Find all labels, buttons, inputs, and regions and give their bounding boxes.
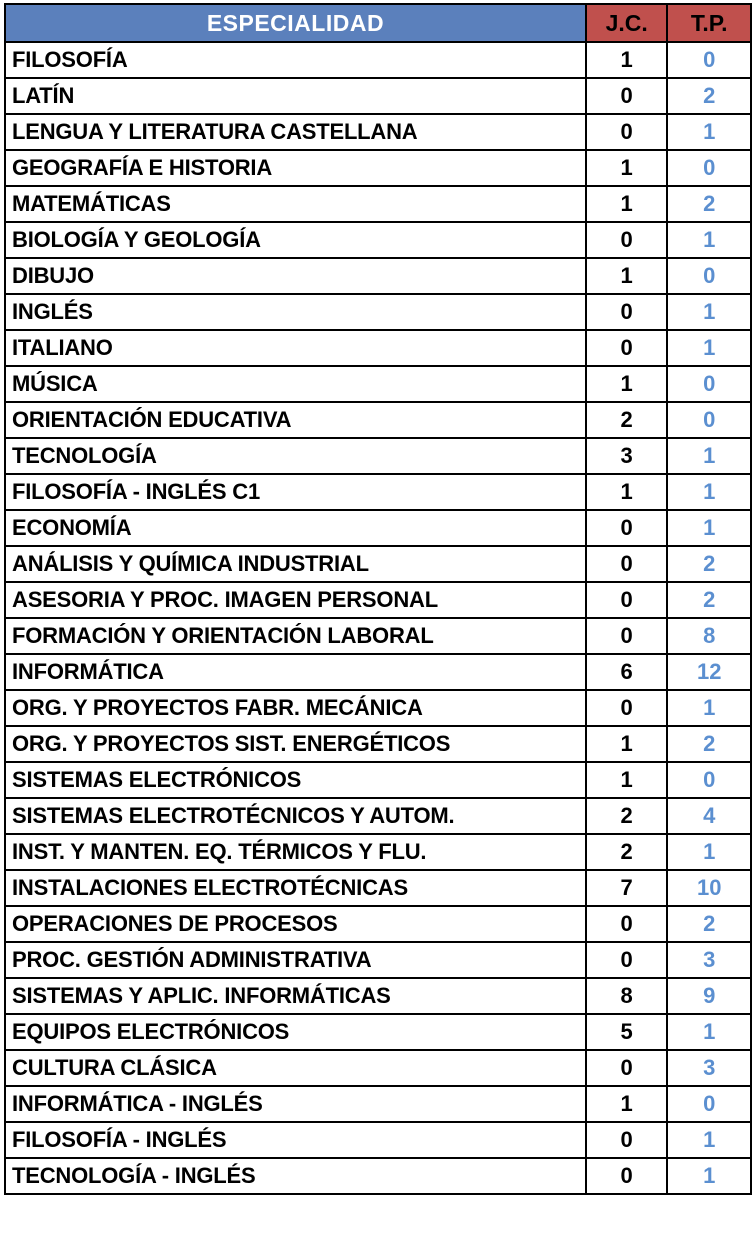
- table-row: [5, 582, 751, 618]
- especialidad-cell: SISTEMAS ELECTRÓNICOS: [5, 762, 586, 798]
- jc-cell: 1: [586, 42, 668, 78]
- table-row: [5, 366, 751, 402]
- table-row: [5, 690, 751, 726]
- table-row: [5, 474, 751, 510]
- tp-cell: 1: [667, 834, 751, 870]
- tp-cell: 1: [667, 474, 751, 510]
- jc-cell: 0: [586, 294, 668, 330]
- jc-cell: 0: [586, 1158, 668, 1194]
- tp-cell: 10: [667, 870, 751, 906]
- tp-cell: 4: [667, 798, 751, 834]
- jc-cell: 8: [586, 978, 668, 1014]
- especialidad-cell: SISTEMAS ELECTROTÉCNICOS Y AUTOM.: [5, 798, 586, 834]
- especialidad-cell: LATÍN: [5, 78, 586, 114]
- table-row: [5, 150, 751, 186]
- especialidad-cell: CULTURA CLÁSICA: [5, 1050, 586, 1086]
- table-row: [5, 114, 751, 150]
- especialidad-cell: LENGUA Y LITERATURA CASTELLANA: [5, 114, 586, 150]
- table-row: [5, 1050, 751, 1086]
- tp-cell: 3: [667, 1050, 751, 1086]
- especialidad-cell: INSTALACIONES ELECTROTÉCNICAS: [5, 870, 586, 906]
- table-row: [5, 978, 751, 1014]
- table-row: [5, 1158, 751, 1194]
- tp-cell: 1: [667, 1158, 751, 1194]
- table-row: [5, 798, 751, 834]
- especialidad-cell: SISTEMAS Y APLIC. INFORMÁTICAS: [5, 978, 586, 1014]
- jc-cell: 0: [586, 222, 668, 258]
- jc-cell: 3: [586, 438, 668, 474]
- table-row: [5, 618, 751, 654]
- tp-cell: 1: [667, 330, 751, 366]
- table-row: [5, 42, 751, 78]
- especialidad-cell: TECNOLOGÍA: [5, 438, 586, 474]
- jc-cell: 7: [586, 870, 668, 906]
- table-row: [5, 1014, 751, 1050]
- especialidad-cell: DIBUJO: [5, 258, 586, 294]
- jc-cell: 1: [586, 474, 668, 510]
- especialidad-cell: MATEMÁTICAS: [5, 186, 586, 222]
- tp-cell: 3: [667, 942, 751, 978]
- jc-cell: 1: [586, 366, 668, 402]
- especialidad-cell: INGLÉS: [5, 294, 586, 330]
- especialidad-cell: PROC. GESTIÓN ADMINISTRATIVA: [5, 942, 586, 978]
- table-row: [5, 294, 751, 330]
- jc-cell: 1: [586, 726, 668, 762]
- jc-cell: 0: [586, 942, 668, 978]
- jc-cell: 0: [586, 330, 668, 366]
- jc-cell: 1: [586, 150, 668, 186]
- table-row: [5, 762, 751, 798]
- jc-cell: 5: [586, 1014, 668, 1050]
- table-row: [5, 78, 751, 114]
- jc-cell: 0: [586, 510, 668, 546]
- table-row: [5, 942, 751, 978]
- especialidad-cell: INST. Y MANTEN. EQ. TÉRMICOS Y FLU.: [5, 834, 586, 870]
- especialidad-cell: FORMACIÓN Y ORIENTACIÓN LABORAL: [5, 618, 586, 654]
- tp-cell: 0: [667, 258, 751, 294]
- jc-cell: 1: [586, 762, 668, 798]
- tp-cell: 0: [667, 402, 751, 438]
- especialidad-cell: ANÁLISIS Y QUÍMICA INDUSTRIAL: [5, 546, 586, 582]
- tp-cell: 1: [667, 114, 751, 150]
- jc-cell: 1: [586, 186, 668, 222]
- table-row: [5, 330, 751, 366]
- especialidad-cell: MÚSICA: [5, 366, 586, 402]
- jc-cell: 0: [586, 78, 668, 114]
- tp-cell: 1: [667, 222, 751, 258]
- tp-cell: 1: [667, 1122, 751, 1158]
- table-row: [5, 654, 751, 690]
- tp-cell: 2: [667, 906, 751, 942]
- tp-cell: 2: [667, 546, 751, 582]
- jc-cell: 2: [586, 798, 668, 834]
- tp-cell: 12: [667, 654, 751, 690]
- jc-cell: 6: [586, 654, 668, 690]
- jc-cell: 1: [586, 258, 668, 294]
- especialidad-cell: BIOLOGÍA Y GEOLOGÍA: [5, 222, 586, 258]
- tp-cell: 2: [667, 726, 751, 762]
- tp-cell: 0: [667, 150, 751, 186]
- especialidad-cell: ITALIANO: [5, 330, 586, 366]
- header-jc: J.C.: [586, 4, 668, 42]
- especialidad-cell: FILOSOFÍA: [5, 42, 586, 78]
- tp-cell: 1: [667, 690, 751, 726]
- tp-cell: 0: [667, 762, 751, 798]
- tp-cell: 0: [667, 366, 751, 402]
- especialidad-cell: ORG. Y PROYECTOS FABR. MECÁNICA: [5, 690, 586, 726]
- jc-cell: 0: [586, 1122, 668, 1158]
- especialidad-cell: INFORMÁTICA - INGLÉS: [5, 1086, 586, 1122]
- jc-cell: 0: [586, 582, 668, 618]
- especialidad-cell: ORG. Y PROYECTOS SIST. ENERGÉTICOS: [5, 726, 586, 762]
- especialidad-cell: ECONOMÍA: [5, 510, 586, 546]
- table-row: [5, 870, 751, 906]
- jc-cell: 1: [586, 1086, 668, 1122]
- tp-cell: 1: [667, 294, 751, 330]
- table-row: [5, 402, 751, 438]
- jc-cell: 0: [586, 1050, 668, 1086]
- table-row: [5, 1086, 751, 1122]
- header-row: [5, 4, 751, 42]
- tp-cell: 2: [667, 582, 751, 618]
- tp-cell: 0: [667, 42, 751, 78]
- tp-cell: 1: [667, 1014, 751, 1050]
- jc-cell: 2: [586, 402, 668, 438]
- table-row: [5, 906, 751, 942]
- jc-cell: 0: [586, 618, 668, 654]
- table-row: [5, 546, 751, 582]
- table-row: [5, 1122, 751, 1158]
- table-row: [5, 834, 751, 870]
- header-tp: T.P.: [667, 4, 751, 42]
- especialidad-cell: OPERACIONES DE PROCESOS: [5, 906, 586, 942]
- especialidad-cell: INFORMÁTICA: [5, 654, 586, 690]
- tp-cell: 2: [667, 78, 751, 114]
- table-body: [5, 42, 751, 1194]
- table-row: [5, 186, 751, 222]
- tp-cell: 1: [667, 438, 751, 474]
- especialidad-cell: ORIENTACIÓN EDUCATIVA: [5, 402, 586, 438]
- especialidad-cell: ASESORIA Y PROC. IMAGEN PERSONAL: [5, 582, 586, 618]
- jc-cell: 0: [586, 114, 668, 150]
- header-especialidad: ESPECIALIDAD: [5, 4, 586, 42]
- table-row: [5, 438, 751, 474]
- tp-cell: 1: [667, 510, 751, 546]
- especialidad-cell: FILOSOFÍA - INGLÉS: [5, 1122, 586, 1158]
- table-row: [5, 258, 751, 294]
- jc-cell: 0: [586, 906, 668, 942]
- especialidad-table: [4, 3, 752, 1195]
- especialidad-cell: TECNOLOGÍA - INGLÉS: [5, 1158, 586, 1194]
- jc-cell: 2: [586, 834, 668, 870]
- tp-cell: 2: [667, 186, 751, 222]
- tp-cell: 8: [667, 618, 751, 654]
- jc-cell: 0: [586, 690, 668, 726]
- tp-cell: 9: [667, 978, 751, 1014]
- jc-cell: 0: [586, 546, 668, 582]
- especialidad-cell: GEOGRAFÍA E HISTORIA: [5, 150, 586, 186]
- especialidad-cell: FILOSOFÍA - INGLÉS C1: [5, 474, 586, 510]
- table-row: [5, 726, 751, 762]
- table-row: [5, 222, 751, 258]
- especialidad-cell: EQUIPOS ELECTRÓNICOS: [5, 1014, 586, 1050]
- table-row: [5, 510, 751, 546]
- tp-cell: 0: [667, 1086, 751, 1122]
